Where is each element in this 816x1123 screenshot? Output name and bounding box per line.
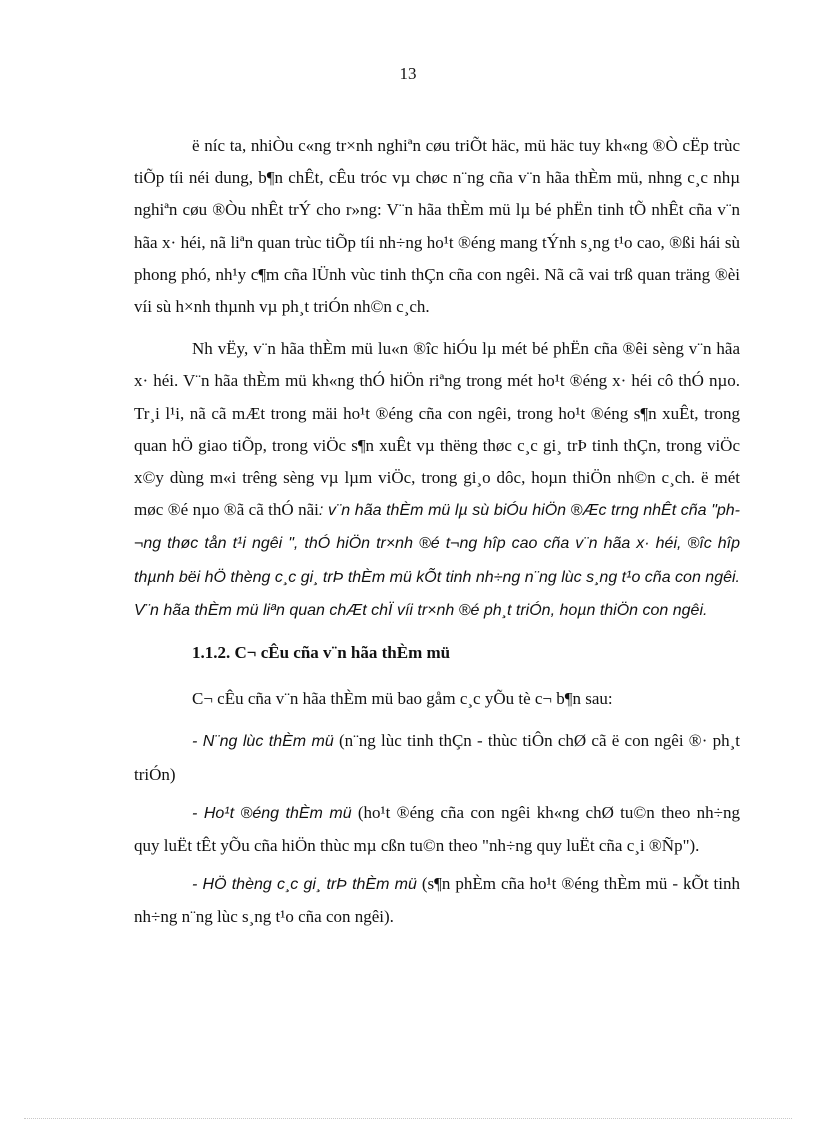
paragraph-2-italic-quote: : v¨n hãa thÈm mü lµ sù biÓu hiÖn ®Æc trng nhÊt cña "ph¬ng thøc tån t¹i ngêi ", thÓ hiÖn tr×nh ®é t¬ng hîp cao cña v¨n hãa x· héi, ®îc hîp thµnh bëi hÖ thèng c¸c gi¸ trÞ thÈm mü kÕt tinh nh÷ng n¨ng lùc s¸ng t¹o cña con ngêi. V¨n hãa thÈm mü liªn quan chÆt chÏ víi tr×nh ®é ph¸t triÓn, hoµn thiÖn con ngêi. xyxy=(134,502,740,619)
paragraph-1: ë níc ta, nhiÒu c«ng tr×nh nghiªn cøu triÕt häc, mü häc tuy kh«ng ®Ò cËp trùc tiÕp tíi néi dung, b¶n chÊt, cÊu tróc vµ chøc n¨ng cña v¨n hãa thÈm mü, nhng c¸c nhµ nghiªn cøu ®Òu nhÊt trÝ cho r»ng: V¨n hãa thÈm mü lµ bé phËn tinh tÕ nhÊt cña v¨n hãa x· héi, nã liªn quan trùc tiÕp tíi nh÷ng ho¹t ®éng mang tÝnh s¸ng t¹o cao, ®ßi hái sù phong phó, nh¹y c¶m cña lÜnh vùc tinh thÇn cña con ngêi. Nã cã vai trß quan träng ®èi víi sù h×nh thµnh vµ ph¸t triÓn nh©n c¸ch. xyxy=(134,136,740,317)
list-item-term: - N¨ng lùc thÈm mü xyxy=(192,733,334,751)
page-number: 13 xyxy=(399,64,417,83)
list-item-term: - HÖ thèng c¸c gi¸ trÞ thÈm mü xyxy=(192,876,417,894)
paragraph-2-text: Nh vËy, v¨n hãa thÈm mü lu«n ®îc hiÓu lµ mét bé phËn cña ®êi sèng v¨n hãa x· héi. V¨n hãa thÈm mü kh«ng thÓ hiÖn riªng trong mét ho¹t ®éng x· héi cô thÓ nµo. Tr¸i l¹i, nã cã mÆt trong mäi ho¹t ®éng cña con ngêi, trong ho¹t ®éng s¶n xuÊt, trong quan hÖ giao tiÕp, trong viÖc s¶n xuÊt vµ thëng thøc c¸c gi¸ trÞ tinh thÇn, trong viÖc x©y dùng m«i trêng sèng vµ lµm viÖc, trong gi¸o dôc, hoµn thiÖn nh©n c¸ch. ë mét møc ®é nµo ®ã cã thÓ nãi xyxy=(134,339,740,520)
paragraph-2 xyxy=(134,333,740,627)
list-item-desc: (n¨ng lùc tinh thÇn - thùc tiÔn chØ cã ë con ngêi ®· ph¸t triÓn) xyxy=(134,731,740,784)
list-item xyxy=(134,725,740,790)
section-heading: 1.1.2. C¬ cÊu cña v¨n hãa thÈm mü xyxy=(192,643,451,663)
list-item-desc: (ho¹t ®éng cña con ngêi kh«ng chØ tu©n theo nh÷ng quy luËt tÊt yÕu cña hiÖn thùc mµ cßn tu©n theo "nh÷ng quy luËt cña c¸i ®Ñp"). xyxy=(134,802,740,856)
page-body xyxy=(134,130,740,940)
structure-intro: C¬ cÊu cña v¨n hãa thÈm mü bao gåm c¸c yÕu tè c¬ b¶n sau: xyxy=(192,689,613,709)
list-item-term: - Ho¹t ®éng thÈm mü xyxy=(192,804,352,822)
list-item xyxy=(134,797,740,862)
list-item-desc: (s¶n phÈm cña ho¹t ®éng thÈm mü - kÕt tinh nh÷ng n¨ng lùc s¸ng t¹o cña con ngêi). xyxy=(134,874,741,927)
page-bottom-divider xyxy=(24,1118,792,1119)
list-item xyxy=(134,868,740,933)
